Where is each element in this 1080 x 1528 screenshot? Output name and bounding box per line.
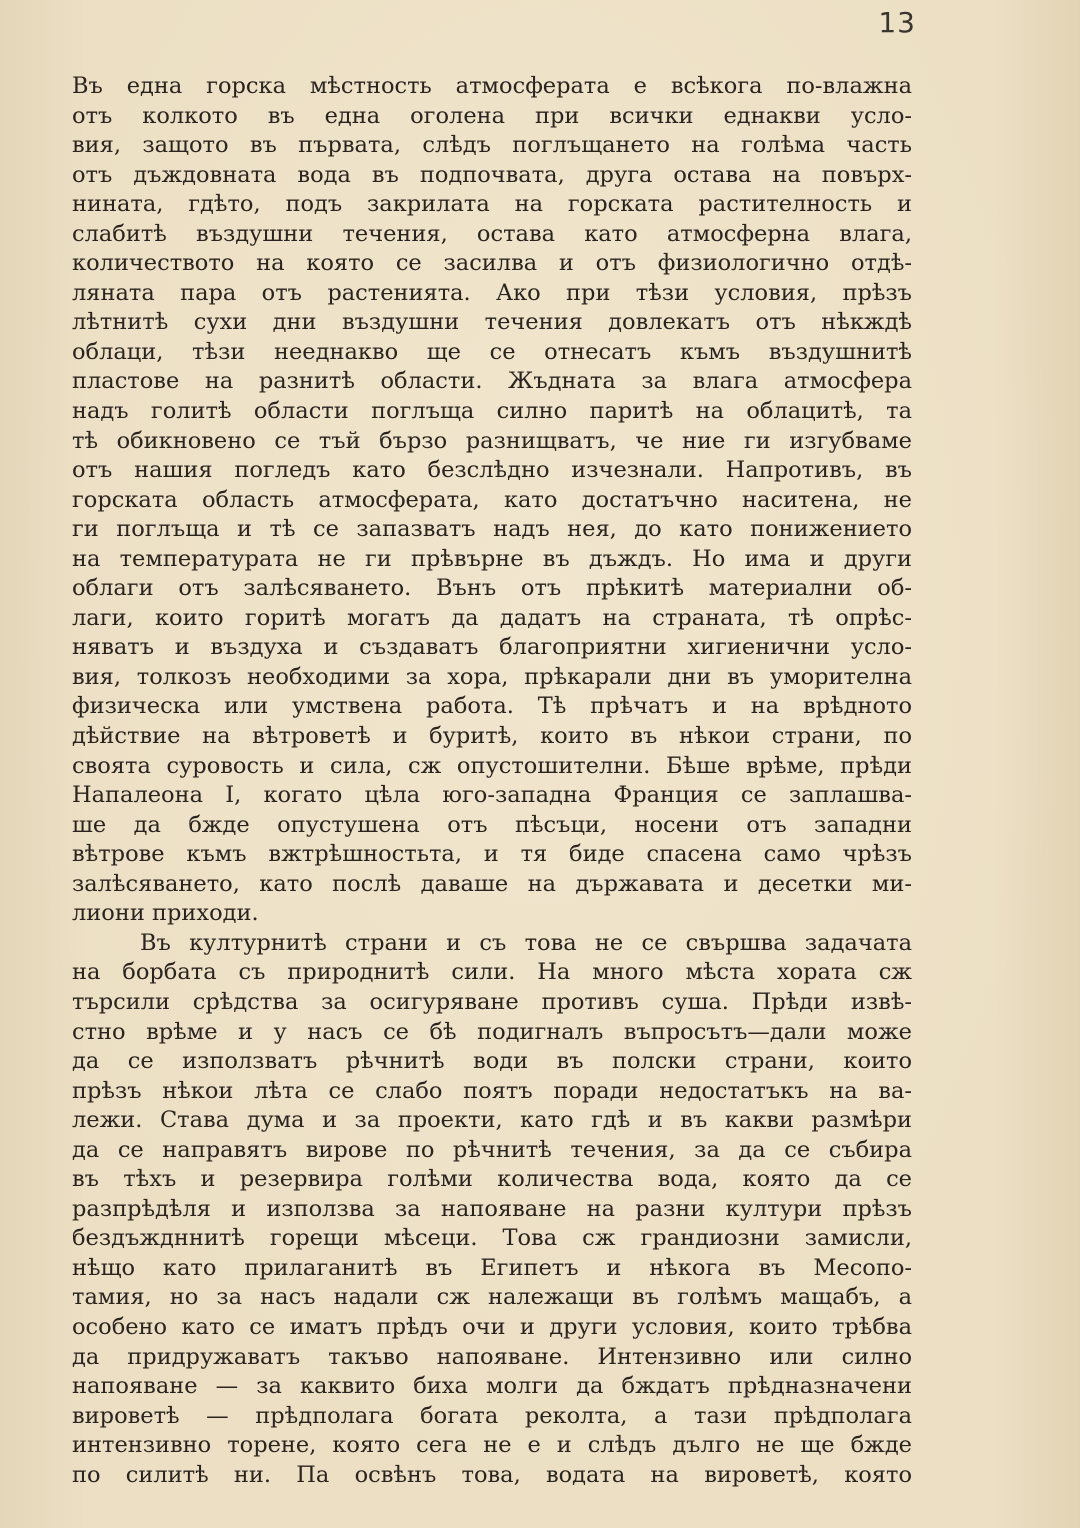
text-line: прѣзъ нѣкои лѣта се слабо поятъ поради недостатъкъ на ва- — [72, 1077, 912, 1104]
text-line: напояване — за каквито биха молги да бждатъ прѣдназначени — [72, 1373, 912, 1400]
text-line: вия, защото въ първата, слѣдъ поглъщането на голѣма часть — [72, 132, 912, 159]
text-line: Въ културнитѣ страни и съ това не се свършва задачата — [140, 929, 912, 956]
text-line: тѣ обикновено се тъй бързо разнищватъ, че ние ги изгубваме — [72, 427, 912, 454]
text-line: ляната пара отъ растенията. Ако при тѣзи условия, прѣзъ — [72, 279, 912, 306]
text-line: надъ голитѣ области поглъща силно паритѣ на облацитѣ, та — [72, 398, 912, 425]
paragraph-1 — [72, 72, 912, 929]
text-line: Въ една горска мѣстность атмосферата е всѣкога по-влажна — [72, 73, 912, 99]
text-line: нѣщо като прилаганитѣ въ Египетъ и нѣкога въ Месопо- — [72, 1254, 912, 1281]
text-line: залѣсяването, като послѣ даваше на държавата и десетки ми- — [72, 870, 912, 897]
text-line: отъ колкото въ една оголена при всички еднакви усло- — [72, 102, 912, 129]
text-line: своята суровость и сила, сж опустошителни. Бѣше врѣме, прѣди — [72, 752, 912, 779]
text-line: вѣтрове къмъ вжтрѣшностьта, и тя биде спасена само чрѣзъ — [72, 841, 912, 868]
text-line: няватъ и въздуха и създаватъ благоприятни хигиенични усло- — [72, 634, 912, 661]
text-line: лиони приходи. — [72, 900, 259, 927]
text-line: облаги отъ залѣсяването. Вънъ отъ прѣкитѣ материални об- — [72, 575, 912, 602]
text-line: тамия, но за насъ надали сж належащи въ голѣмъ мащабъ, а — [72, 1284, 912, 1311]
text-line: бездъждннитѣ горещи мѣсеци. Това сж грандиозни замисли, — [72, 1225, 912, 1252]
page-number: 13 — [878, 6, 916, 39]
text-line: на борбата съ природнитѣ сили. На много мѣста хората сж — [72, 959, 912, 986]
text-line: нината, гдѣто, подъ закрилата на горската растителность и — [72, 191, 912, 218]
text-line: количеството на която се засилва и отъ физиологично отдѣ- — [72, 250, 912, 277]
text-line: лаги, които горитѣ могатъ да дадатъ на страната, тѣ опрѣс- — [72, 604, 912, 631]
text-line: на температурата не ги прѣвърне въ дъждъ. Но има и други — [72, 545, 912, 572]
text-line: слабитѣ въздушни течения, остава като атмосферна влага, — [72, 220, 912, 247]
text-line: пластове на разнитѣ области. Жъдната за влага атмосфера — [72, 368, 912, 395]
text-line: да се направятъ вирове по рѣчнитѣ течения, за да се събира — [72, 1136, 912, 1163]
text-line: физическа или умствена работа. Тѣ прѣчатъ и на врѣдното — [72, 693, 912, 720]
text-line: вия, толкозъ необходими за хора, прѣкарали дни въ уморителна — [72, 663, 912, 690]
text-line: въ тѣхъ и резервира голѣми количества вода, която да се — [72, 1166, 912, 1193]
text-line: горската область атмосферата, като достатъчно наситена, не — [72, 486, 912, 513]
text-line: Напалеона I, когато цѣла юго-западна Франция се заплашва- — [72, 782, 912, 809]
text-line: особено като се иматъ прѣдъ очи и други условия, които трѣбва — [72, 1313, 912, 1340]
text-line: вироветѣ — прѣдполага богата реколта, а тази прѣдполага — [72, 1402, 912, 1429]
text-line: по силитѣ ни. Па освѣнъ това, водата на вироветѣ, която — [72, 1461, 912, 1488]
body-text — [72, 72, 912, 1490]
text-line: ше да бжде опустушена отъ пѣсъци, носени отъ западни — [72, 811, 912, 838]
text-line: лежи. Става дума и за проекти, като гдѣ и въ какви размѣри — [72, 1107, 912, 1134]
text-line: лѣтнитѣ сухи дни въздушни течения довлекатъ отъ нѣкждѣ — [72, 309, 912, 336]
text-line: ги поглъща и тѣ се запазватъ надъ нея, до като понижението — [72, 516, 912, 543]
text-line: търсили срѣдства за осигуряване противъ суша. Прѣди извѣ- — [72, 988, 912, 1015]
paragraph-2 — [72, 929, 912, 1490]
text-line: стно врѣме и у насъ се бѣ подигналъ въпросътъ—дали може — [72, 1018, 912, 1045]
text-line: разпрѣдѣля и използва за напояване на разни култури прѣзъ — [72, 1195, 912, 1222]
text-line: дѣйствие на вѣтроветѣ и буритѣ, които въ нѣкои страни, по — [72, 723, 912, 750]
text-line: да се използватъ рѣчнитѣ води въ полски страни, които — [72, 1048, 912, 1075]
text-line: облаци, тѣзи нееднакво ще се отнесатъ къмъ въздушнитѣ — [72, 338, 912, 365]
text-line: интензивно торене, която сега не е и слѣдъ дълго не ще бжде — [72, 1432, 912, 1459]
text-line: отъ дъждовната вода въ подпочвата, друга остава на повърх- — [72, 161, 912, 188]
text-line: да придружаватъ такъво напояване. Интензивно или силно — [72, 1343, 912, 1370]
text-line: отъ нашия погледъ като безслѣдно изчезнали. Напротивъ, въ — [72, 457, 912, 484]
